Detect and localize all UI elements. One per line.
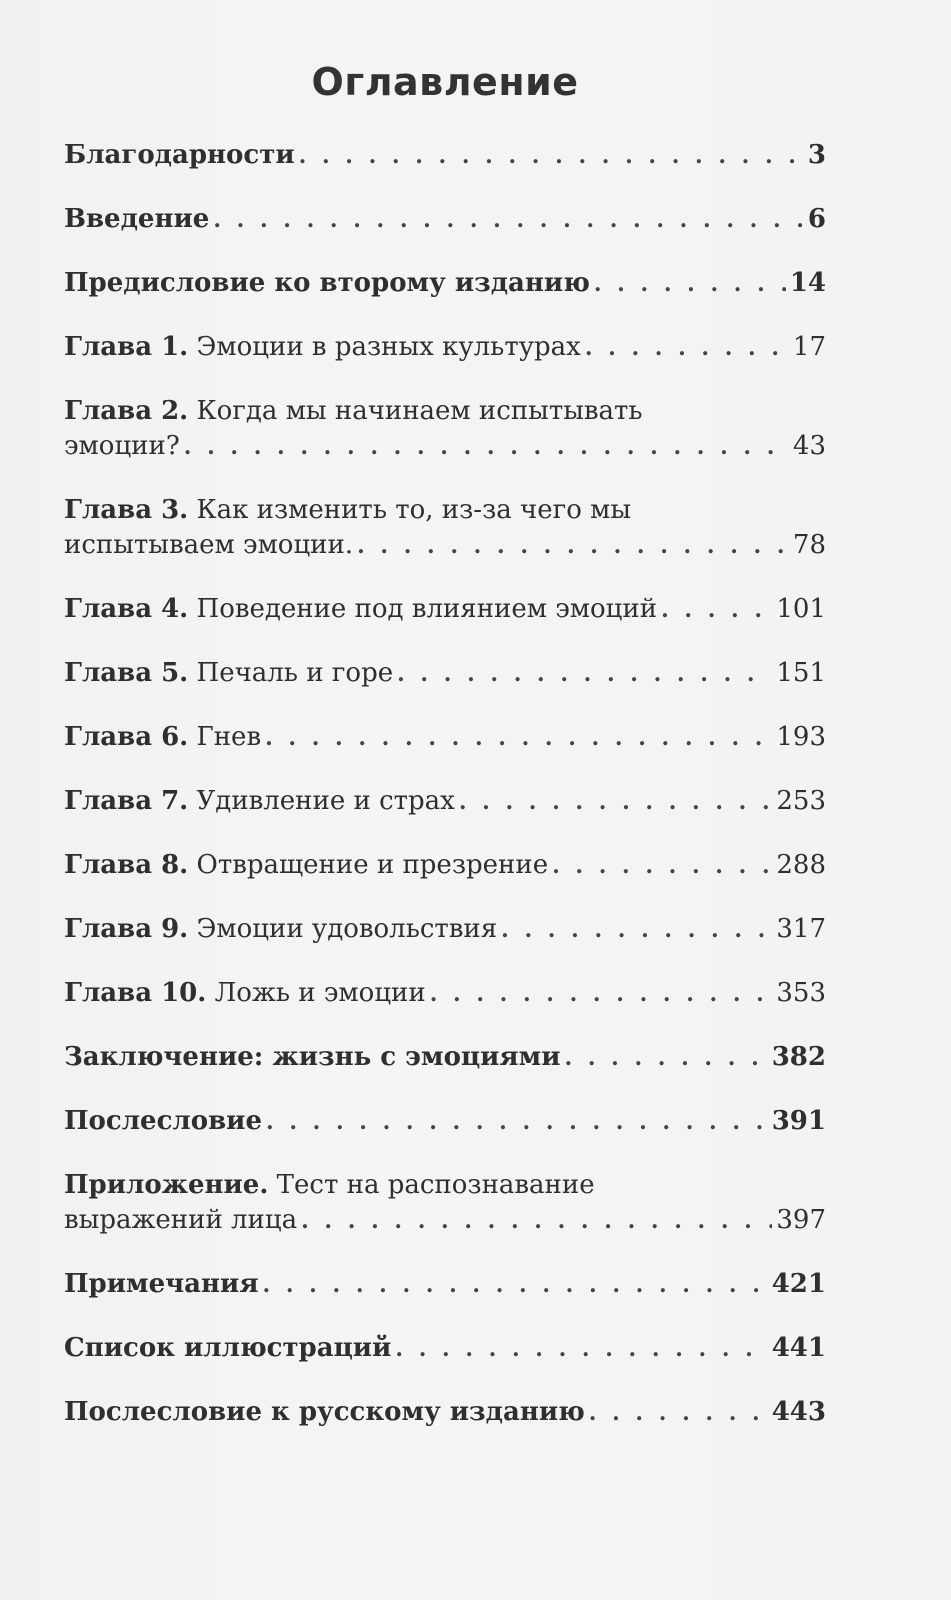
dot-leader: [565, 1041, 768, 1076]
toc-page-number: 391: [771, 1106, 826, 1136]
toc-entry-title: Гнев: [196, 722, 262, 752]
toc-entry: [64, 330, 826, 366]
toc-entry-label: Введение: [64, 204, 210, 234]
toc-entry: [64, 493, 826, 564]
toc-entry-text: [64, 720, 261, 755]
toc-page-number: 397: [776, 1205, 826, 1235]
toc-page-number: 288: [776, 850, 826, 880]
toc-page-number: 17: [792, 332, 826, 362]
toc-entry-title: Эмоции в разных культурах: [196, 332, 581, 362]
toc-entry: [64, 592, 826, 628]
toc-entry-text: [64, 912, 497, 947]
toc-entry-text: [64, 330, 581, 365]
dot-leader: [589, 1396, 768, 1431]
toc-entry: [64, 656, 826, 692]
toc-entry: [64, 976, 826, 1012]
dot-leader: [357, 529, 789, 564]
toc-entry-first-line: [64, 394, 826, 429]
toc-entry-label: Глава 4.: [64, 594, 189, 624]
toc-entry-title-continued: выражений лица: [64, 1205, 298, 1235]
dot-leader: [266, 1105, 768, 1140]
toc-page-number: 14: [789, 268, 826, 298]
toc-entry-label: Послесловие: [64, 1106, 262, 1136]
dot-leader: [594, 267, 786, 302]
toc-entry: [64, 1395, 826, 1431]
toc-entry-title: Удивление и страх: [196, 786, 455, 816]
toc-page-number: 78: [792, 530, 826, 560]
dot-leader: [552, 849, 772, 884]
toc-entry-text: [64, 976, 426, 1011]
toc-entry-label: Послесловие к русскому изданию: [64, 1397, 585, 1427]
toc-entry-title: Отвращение и презрение: [196, 850, 549, 880]
toc-entry-row: [64, 138, 826, 174]
toc-entry-label: Благодарности: [64, 140, 295, 170]
toc-entry: [64, 720, 826, 756]
toc-entry: [64, 1331, 826, 1367]
toc-entry: [64, 1040, 826, 1076]
toc-page-number: 101: [776, 594, 826, 624]
toc-entry: [64, 394, 826, 465]
toc-page-number: 151: [776, 658, 826, 688]
dot-leader: [585, 331, 789, 366]
toc-entry-label: Список иллюстраций: [64, 1333, 392, 1363]
toc-entry-title-continued: эмоции?: [64, 431, 180, 461]
dot-leader: [184, 430, 789, 465]
dot-leader: [459, 785, 773, 820]
toc-entry: [64, 266, 826, 302]
toc-entry-label: Глава 8.: [64, 850, 189, 880]
toc-entry-row: [64, 592, 826, 628]
toc-entry-row: [64, 720, 826, 756]
toc-entry-first-line: [64, 493, 826, 528]
toc-entry-text: [64, 592, 657, 627]
dot-leader: [263, 1268, 768, 1303]
toc-page-number: 253: [776, 786, 826, 816]
toc-entry-title: Тест на распознавание: [276, 1170, 595, 1200]
toc-entry: [64, 1267, 826, 1303]
dot-leader: [213, 203, 804, 238]
toc-entry-label: Приложение.: [64, 1170, 269, 1200]
toc-entry-text: [64, 656, 393, 691]
toc-entry-row: [64, 1395, 826, 1431]
toc-entry-label: Предисловие ко второму изданию: [64, 268, 590, 298]
toc-entry-label: Глава 2.: [64, 396, 189, 426]
toc-entry-text: [64, 848, 548, 883]
toc-entry-text: [64, 784, 455, 819]
toc-entry-row: [64, 1331, 826, 1367]
toc-entry-label: Глава 7.: [64, 786, 189, 816]
toc-entry-label: Заключение: жизнь с эмоциями: [64, 1042, 561, 1072]
toc-entry-label: Примечания: [64, 1269, 259, 1299]
toc-entry: [64, 1104, 826, 1140]
toc-page-number: 193: [776, 722, 826, 752]
toc-entry-row: [64, 656, 826, 692]
toc-entry-row: [64, 528, 826, 564]
dot-leader: [265, 721, 772, 756]
toc-entry-title: Ложь и эмоции: [214, 978, 426, 1008]
toc-page-number: 382: [771, 1042, 826, 1072]
toc-entry-row: [64, 912, 826, 948]
toc-entry: [64, 784, 826, 820]
toc-entry-label: Глава 1.: [64, 332, 189, 362]
toc-entry-title: Эмоции удовольствия: [196, 914, 498, 944]
dot-leader: [395, 1332, 767, 1367]
toc-entry: [64, 912, 826, 948]
toc-entry-title: Печаль и горе: [196, 658, 394, 688]
toc-entry: [64, 138, 826, 174]
toc-entry-row: [64, 848, 826, 884]
toc-entry: [64, 848, 826, 884]
toc-entry-label: Глава 10.: [64, 978, 207, 1008]
toc-page-number: 43: [792, 431, 826, 461]
toc-entry-row: [64, 1267, 826, 1303]
toc-entry-label: Глава 3.: [64, 495, 189, 525]
table-of-contents: [64, 138, 826, 1459]
dot-leader: [430, 977, 773, 1012]
toc-entry-label: Глава 5.: [64, 658, 189, 688]
toc-entry-title-continued: испытываем эмоции.: [64, 530, 354, 560]
toc-entry-title: Поведение под влиянием эмоций: [196, 594, 658, 624]
toc-page-number: 443: [771, 1397, 826, 1427]
toc-entry-row: [64, 784, 826, 820]
toc-entry-row: [64, 976, 826, 1012]
toc-page-number: 353: [776, 978, 826, 1008]
toc-page-number: 6: [807, 204, 826, 234]
dot-leader: [397, 657, 772, 692]
toc-entry-row: [64, 1040, 826, 1076]
toc-entry-row: [64, 330, 826, 366]
dot-leader: [661, 593, 772, 628]
toc-page-number: 441: [771, 1333, 826, 1363]
toc-entry-label: Глава 6.: [64, 722, 189, 752]
toc-entry-first-line: [64, 1168, 826, 1203]
page-title: Оглавление: [311, 60, 579, 104]
toc-entry-row: [64, 202, 826, 238]
toc-entry-row: [64, 1203, 826, 1239]
toc-entry-row: [64, 1104, 826, 1140]
toc-entry: [64, 202, 826, 238]
toc-page-number: 317: [776, 914, 826, 944]
toc-entry: [64, 1168, 826, 1239]
toc-page-number: 421: [771, 1269, 826, 1299]
toc-entry-label: Глава 9.: [64, 914, 189, 944]
dot-leader: [299, 139, 804, 174]
dot-leader: [501, 913, 772, 948]
toc-entry-row: [64, 266, 826, 302]
toc-entry-title: Как изменить то, из-за чего мы: [196, 495, 632, 525]
dot-leader: [301, 1204, 772, 1239]
toc-page-number: 3: [807, 140, 826, 170]
toc-entry-row: [64, 429, 826, 465]
toc-entry-title: Когда мы начинаем испытывать: [196, 396, 643, 426]
